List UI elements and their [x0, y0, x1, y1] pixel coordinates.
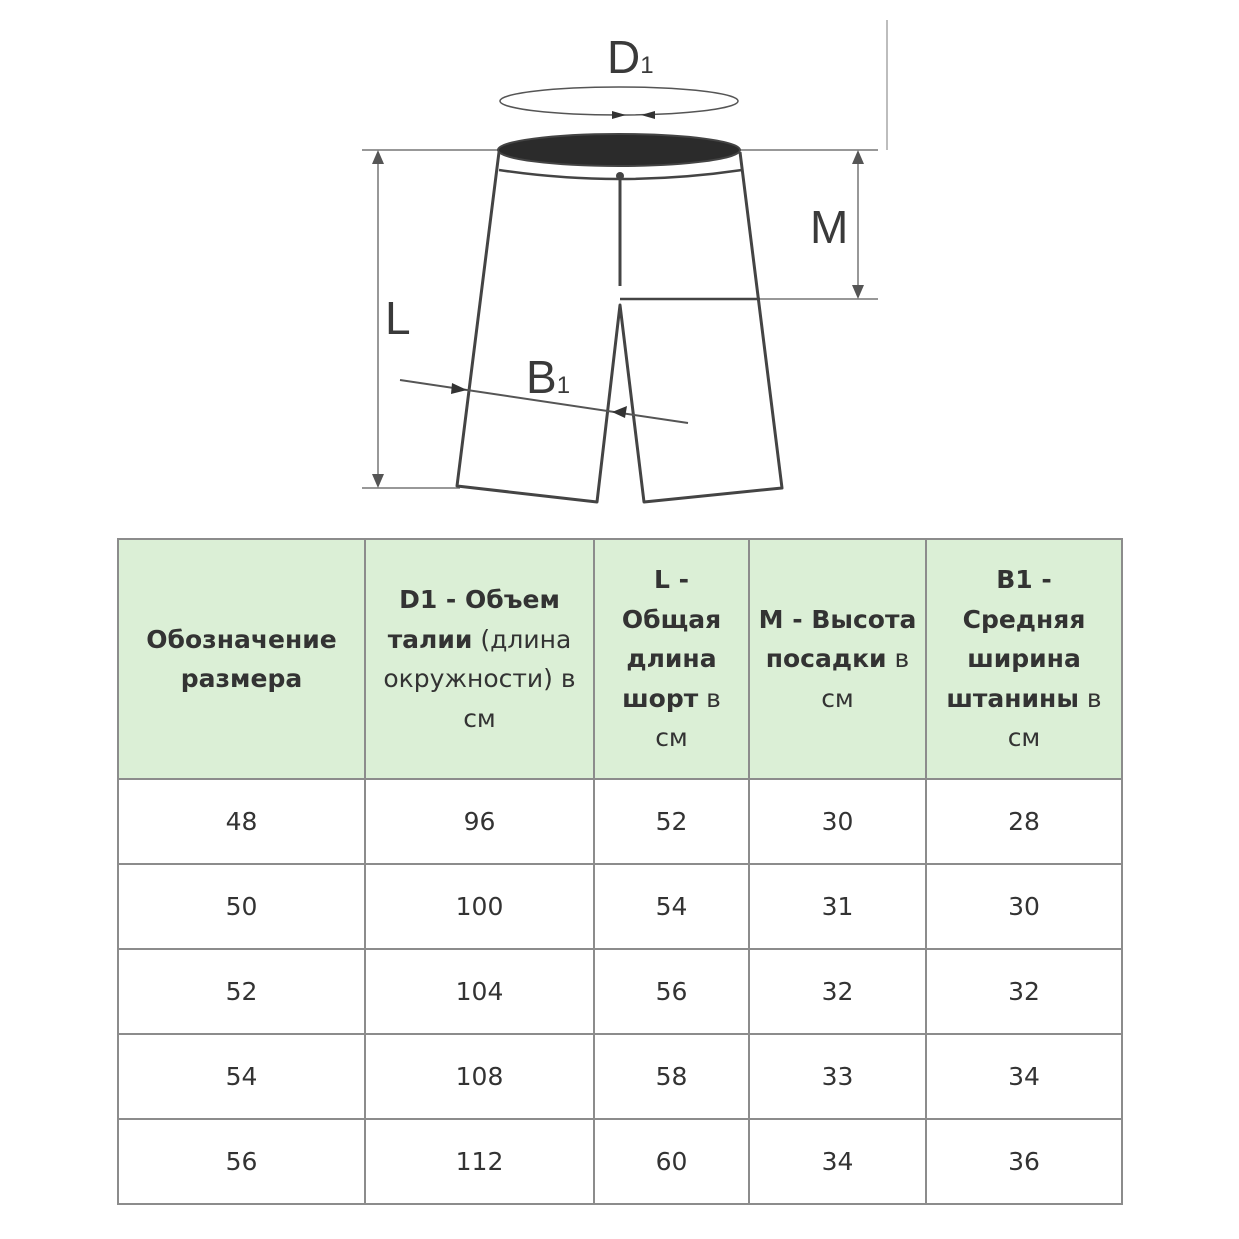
table-row [118, 1119, 1122, 1204]
header-d1-waist [365, 539, 594, 779]
table-row [118, 779, 1122, 864]
header-unit-text: (длина окружности) в см [383, 624, 576, 733]
table-cell: 32 [749, 949, 926, 1034]
table-cell: 34 [749, 1119, 926, 1204]
table-cell: 48 [118, 779, 365, 864]
table-cell: 104 [365, 949, 594, 1034]
m-arrow-bottom [852, 285, 864, 299]
d1-arrow-right [641, 111, 655, 119]
table-cell: 36 [926, 1119, 1122, 1204]
header-unit-text: в см [1007, 683, 1102, 753]
table-cell: 30 [926, 864, 1122, 949]
size-chart-table [117, 538, 1123, 1205]
table-cell: 56 [118, 1119, 365, 1204]
table-row [118, 949, 1122, 1034]
header-l-length [594, 539, 749, 779]
shorts-measurement-diagram [0, 0, 1239, 530]
table-cell: 50 [118, 864, 365, 949]
header-unit-text: в см [655, 683, 721, 753]
l-arrow-top [372, 150, 384, 164]
header-bold-text: L - Общая длина шорт [621, 565, 722, 713]
table-cell: 34 [926, 1034, 1122, 1119]
table-cell: 52 [118, 949, 365, 1034]
header-bold-text: Обозначение размера [146, 624, 337, 693]
table-cell: 96 [365, 779, 594, 864]
table-cell: 30 [749, 779, 926, 864]
table-cell: 112 [365, 1119, 594, 1204]
header-bold-text: D1 - Объем талии [387, 585, 560, 654]
table-cell: 28 [926, 779, 1122, 864]
l-arrow-bottom [372, 474, 384, 488]
b1-label: B1 [526, 351, 571, 403]
table-cell: 32 [926, 949, 1122, 1034]
d1-circumference-ellipse [500, 87, 738, 115]
header-bold-text: B1 - Средняя ширина штанины [946, 565, 1086, 713]
table-cell: 56 [594, 949, 749, 1034]
header-m-rise [749, 539, 926, 779]
table-cell: 100 [365, 864, 594, 949]
l-label: L [385, 292, 411, 344]
table-cell: 108 [365, 1034, 594, 1119]
table-row [118, 864, 1122, 949]
header-size-designation [118, 539, 365, 779]
header-unit-text: в см [821, 644, 910, 713]
table-cell: 54 [594, 864, 749, 949]
b1-arrow-left [451, 383, 467, 394]
table-cell: 52 [594, 779, 749, 864]
header-b1-leg-width [926, 539, 1122, 779]
waist-button [616, 172, 624, 180]
table-cell: 60 [594, 1119, 749, 1204]
m-label: M [810, 201, 849, 253]
table-cell: 58 [594, 1034, 749, 1119]
table-header-row [118, 539, 1122, 779]
table-cell: 33 [749, 1034, 926, 1119]
m-arrow-top [852, 150, 864, 164]
b1-arrow-right [612, 406, 627, 418]
table-row [118, 1034, 1122, 1119]
d1-label: D1 [607, 31, 654, 83]
table-cell: 31 [749, 864, 926, 949]
waistband-opening [498, 134, 740, 166]
header-bold-text: М - Высота посадки [758, 604, 917, 674]
d1-arrow-left [612, 111, 626, 119]
table-cell: 54 [118, 1034, 365, 1119]
